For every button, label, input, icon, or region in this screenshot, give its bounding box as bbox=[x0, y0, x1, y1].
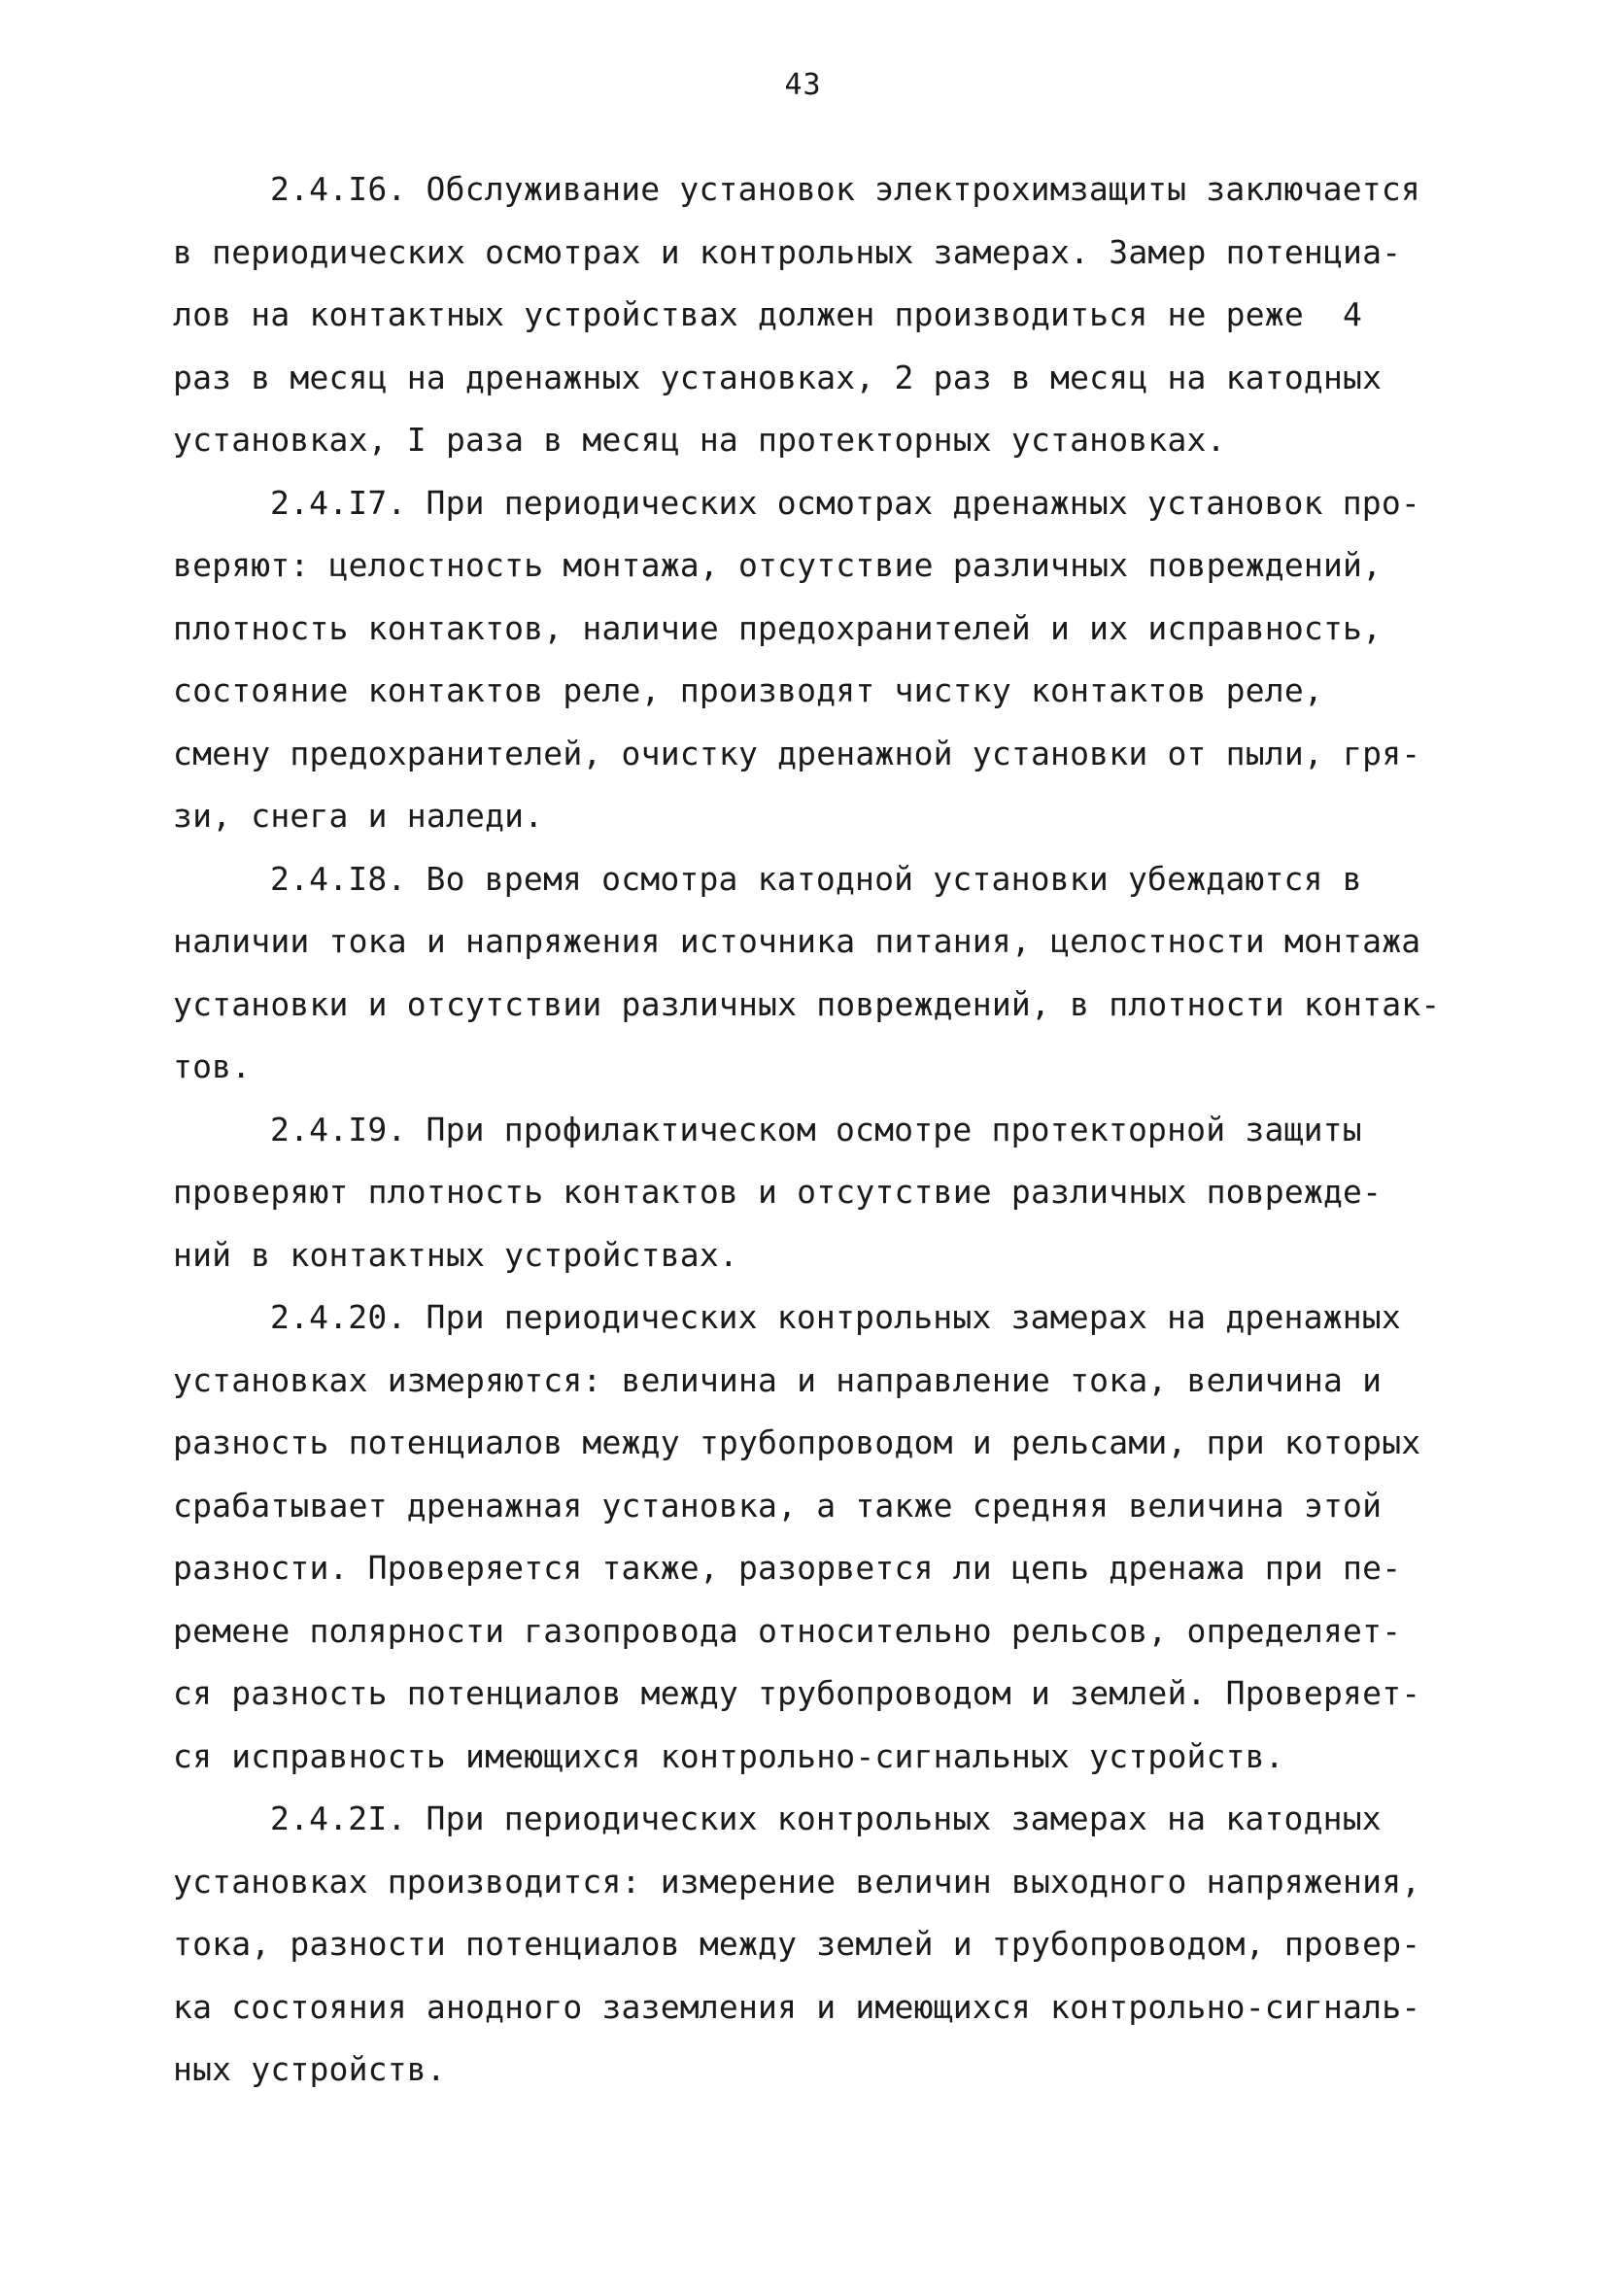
text-line: разность потенциалов между трубопроводом и рельсами, при которых bbox=[173, 1423, 1421, 1461]
text-line: установках производится: измерение величин выходного напряжения, bbox=[173, 1862, 1421, 1901]
body-text bbox=[173, 158, 1441, 2102]
paragraph-2-4-20 bbox=[173, 1286, 1426, 1788]
paragraph-2-4-17 bbox=[173, 472, 1426, 848]
paragraph-2-4-19 bbox=[173, 1099, 1426, 1287]
paragraph-2-4-16 bbox=[173, 158, 1426, 472]
text-line: ся разность потенциалов между трубопроводом и землей. Проверяет- bbox=[173, 1674, 1421, 1712]
text-line: установках измеряются: величина и направление тока, величина и bbox=[173, 1360, 1383, 1399]
text-line: 2.4.I7. При периодических осмотрах дренажных установок про- bbox=[270, 483, 1420, 522]
text-line: установках, I раза в месяц на протекторных установках. bbox=[173, 421, 1226, 459]
text-line: 2.4.I8. Во время осмотра катодной установки убеждаются в bbox=[270, 859, 1362, 898]
text-line: 2.4.20. При периодических контрольных замерах на дренажных bbox=[270, 1298, 1401, 1336]
text-line: в периодических осмотрах и контрольных замерах. Замер потенциа- bbox=[173, 232, 1402, 271]
text-line: срабатывает дренажная установка, а также средняя величина этой bbox=[173, 1486, 1383, 1525]
paragraph-2-4-21 bbox=[173, 1788, 1426, 2102]
text-line: установки и отсутствии различных повреждений, в плотности контак- bbox=[173, 984, 1441, 1023]
text-line: ных устройств. bbox=[173, 2050, 446, 2088]
text-line: наличии тока и напряжения источника питания, целостности монтажа bbox=[173, 922, 1421, 960]
text-line: проверяют плотность контактов и отсутствие различных поврежде- bbox=[173, 1173, 1383, 1211]
text-line: 2.4.I6. Обслуживание установок электрохимзащиты заключается bbox=[270, 170, 1420, 208]
text-line: веряют: целостность монтажа, отсутствие различных повреждений, bbox=[173, 546, 1383, 584]
text-line: ка состояния анодного заземления и имеющихся контрольно-сигналь- bbox=[173, 1987, 1421, 2026]
text-line: плотность контактов, наличие предохранителей и их исправность, bbox=[173, 608, 1383, 647]
text-line: лов на контактных устройствах должен производиться не реже 4 bbox=[173, 295, 1363, 333]
text-line: зи, снега и наледи. bbox=[173, 797, 544, 835]
text-line: смену предохранителей, очистку дренажной установки от пыли, гря- bbox=[173, 734, 1421, 772]
text-line: ний в контактных устройствах. bbox=[173, 1235, 738, 1274]
text-line: тока, разности потенциалов между землей и трубопроводом, провер- bbox=[173, 1925, 1421, 1963]
page-number: 43 bbox=[784, 68, 822, 102]
text-line: раз в месяц на дренажных установках, 2 раз в месяц на катодных bbox=[173, 358, 1383, 396]
text-line: ремене полярности газопровода относительно рельсов, определяет- bbox=[173, 1611, 1402, 1650]
paragraph-2-4-18 bbox=[173, 848, 1441, 1099]
text-line: 2.4.2I. При периодических контрольных замерах на катодных bbox=[270, 1799, 1382, 1837]
text-line: состояние контактов реле, производят чистку контактов реле, bbox=[173, 671, 1323, 709]
text-line: тов. bbox=[173, 1047, 252, 1085]
text-line: 2.4.I9. При профилактическом осмотре протекторной защиты bbox=[270, 1110, 1362, 1148]
text-line: ся исправность имеющихся контрольно-сигнальных устройств. bbox=[173, 1736, 1284, 1775]
text-line: разности. Проверяется также, разорвется ли цепь дренажа при пе- bbox=[173, 1549, 1402, 1587]
